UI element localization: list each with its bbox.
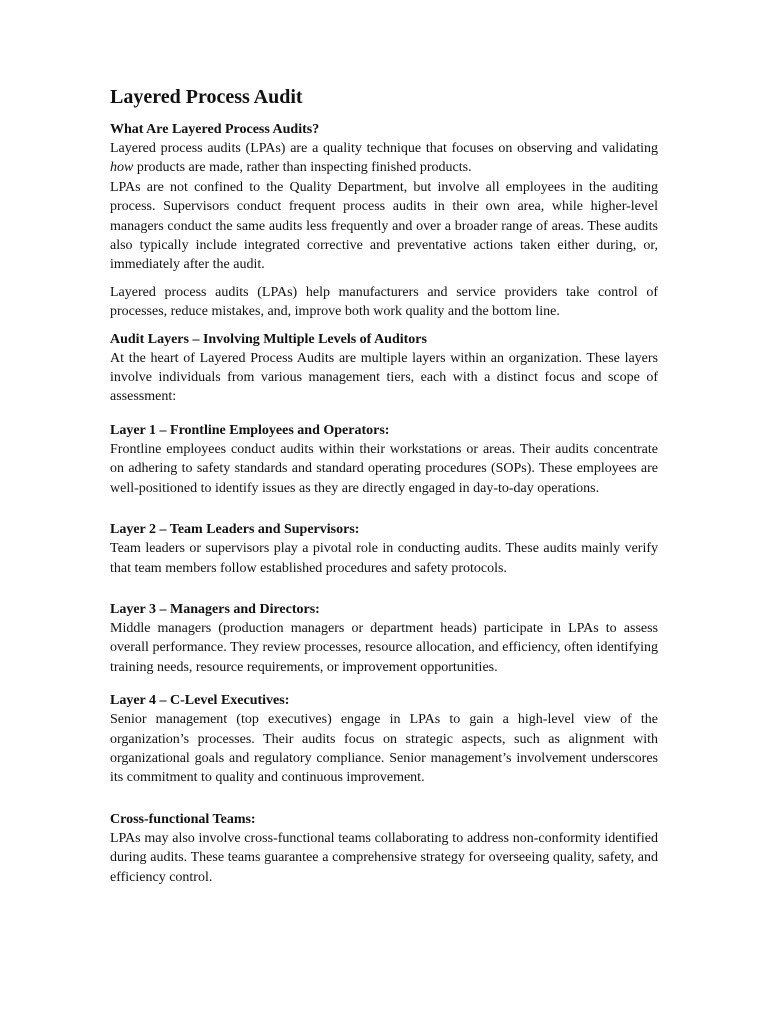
spacer (110, 322, 658, 330)
layer3-paragraph: Middle managers (production managers or department heads) participate in LPAs to assess overall performance. They review processes, resource allocation, and efficiency, often identifying training needs, resource requirements, or improvement opportunities. (110, 620, 658, 675)
spacer (110, 275, 658, 283)
spacer (110, 788, 658, 810)
cross-functional-heading: Cross-functional Teams: (110, 811, 256, 827)
intro-paragraph-2: LPAs are not confined to the Quality Department, but involve all employees in the auditing process. Supervisors conduct frequent process audits in their own area, while higher-level managers conduct the same audits less frequently and over a broader range of areas. These audits also typically include integrated corrective and preventative actions taken either during, or, immediately after the audit. (110, 179, 658, 273)
layer2-heading: Layer 2 – Team Leaders and Supervisors: (110, 522, 360, 538)
intro-p1-emphasis: how (110, 160, 134, 176)
document-page (110, 84, 658, 887)
document-title: Layered Process Audit (110, 86, 303, 108)
intro-paragraph-3: Layered process audits (LPAs) help manufacturers and service providers take control of processes, reduce mistakes, and, improve both work quality and the bottom line. (110, 284, 658, 320)
layer2-paragraph: Team leaders or supervisors play a pivotal role in conducting audits. These audits mainly verify that team members follow established procedures and safety protocols. (110, 541, 658, 576)
cross-functional-paragraph: LPAs may also involve cross-functional teams collaborating to address non-conformity identified during audits. These teams guarantee a comprehensive strategy for overseeing quality, safety, and efficiency control. (110, 830, 658, 885)
intro-paragraph-1 (110, 139, 658, 178)
spacer (110, 407, 658, 421)
layer3-heading: Layer 3 – Managers and Directors: (110, 601, 320, 617)
layers-paragraph: At the heart of Layered Process Audits are multiple layers within an organization. These layers involve individuals from various management tiers, each with a distinct focus and scope of assessment: (110, 350, 658, 405)
layers-heading: Audit Layers – Involving Multiple Levels of Auditors (110, 331, 427, 347)
layer1-paragraph: Frontline employees conduct audits within their workstations or areas. Their audits concentrate on adhering to safety standards and standard operating procedures (SOPs). These employees are well-positioned to identify issues as they are directly engaged in day-to-day operations. (110, 441, 658, 496)
spacer (110, 677, 658, 691)
intro-heading: What Are Layered Process Audits? (110, 122, 320, 137)
layer1-heading: Layer 1 – Frontline Employees and Operators: (110, 422, 390, 438)
intro-p1-text-b: products are made, rather than inspecting finished products. (133, 160, 472, 176)
spacer (110, 578, 658, 600)
layer4-heading: Layer 4 – C-Level Executives: (110, 693, 290, 709)
layer4-paragraph: Senior management (top executives) engage in LPAs to gain a high-level view of the organization’s processes. Their audits focus on strategic aspects, such as alignment with organizational goals and regulatory compliance. Senior management’s involvement underscores its commitment to quality and continuous improvement. (110, 712, 658, 786)
intro-p1-text-a: Layered process audits (LPAs) are a quality technique that focuses on observing and validating (110, 141, 658, 156)
spacer (110, 498, 658, 520)
